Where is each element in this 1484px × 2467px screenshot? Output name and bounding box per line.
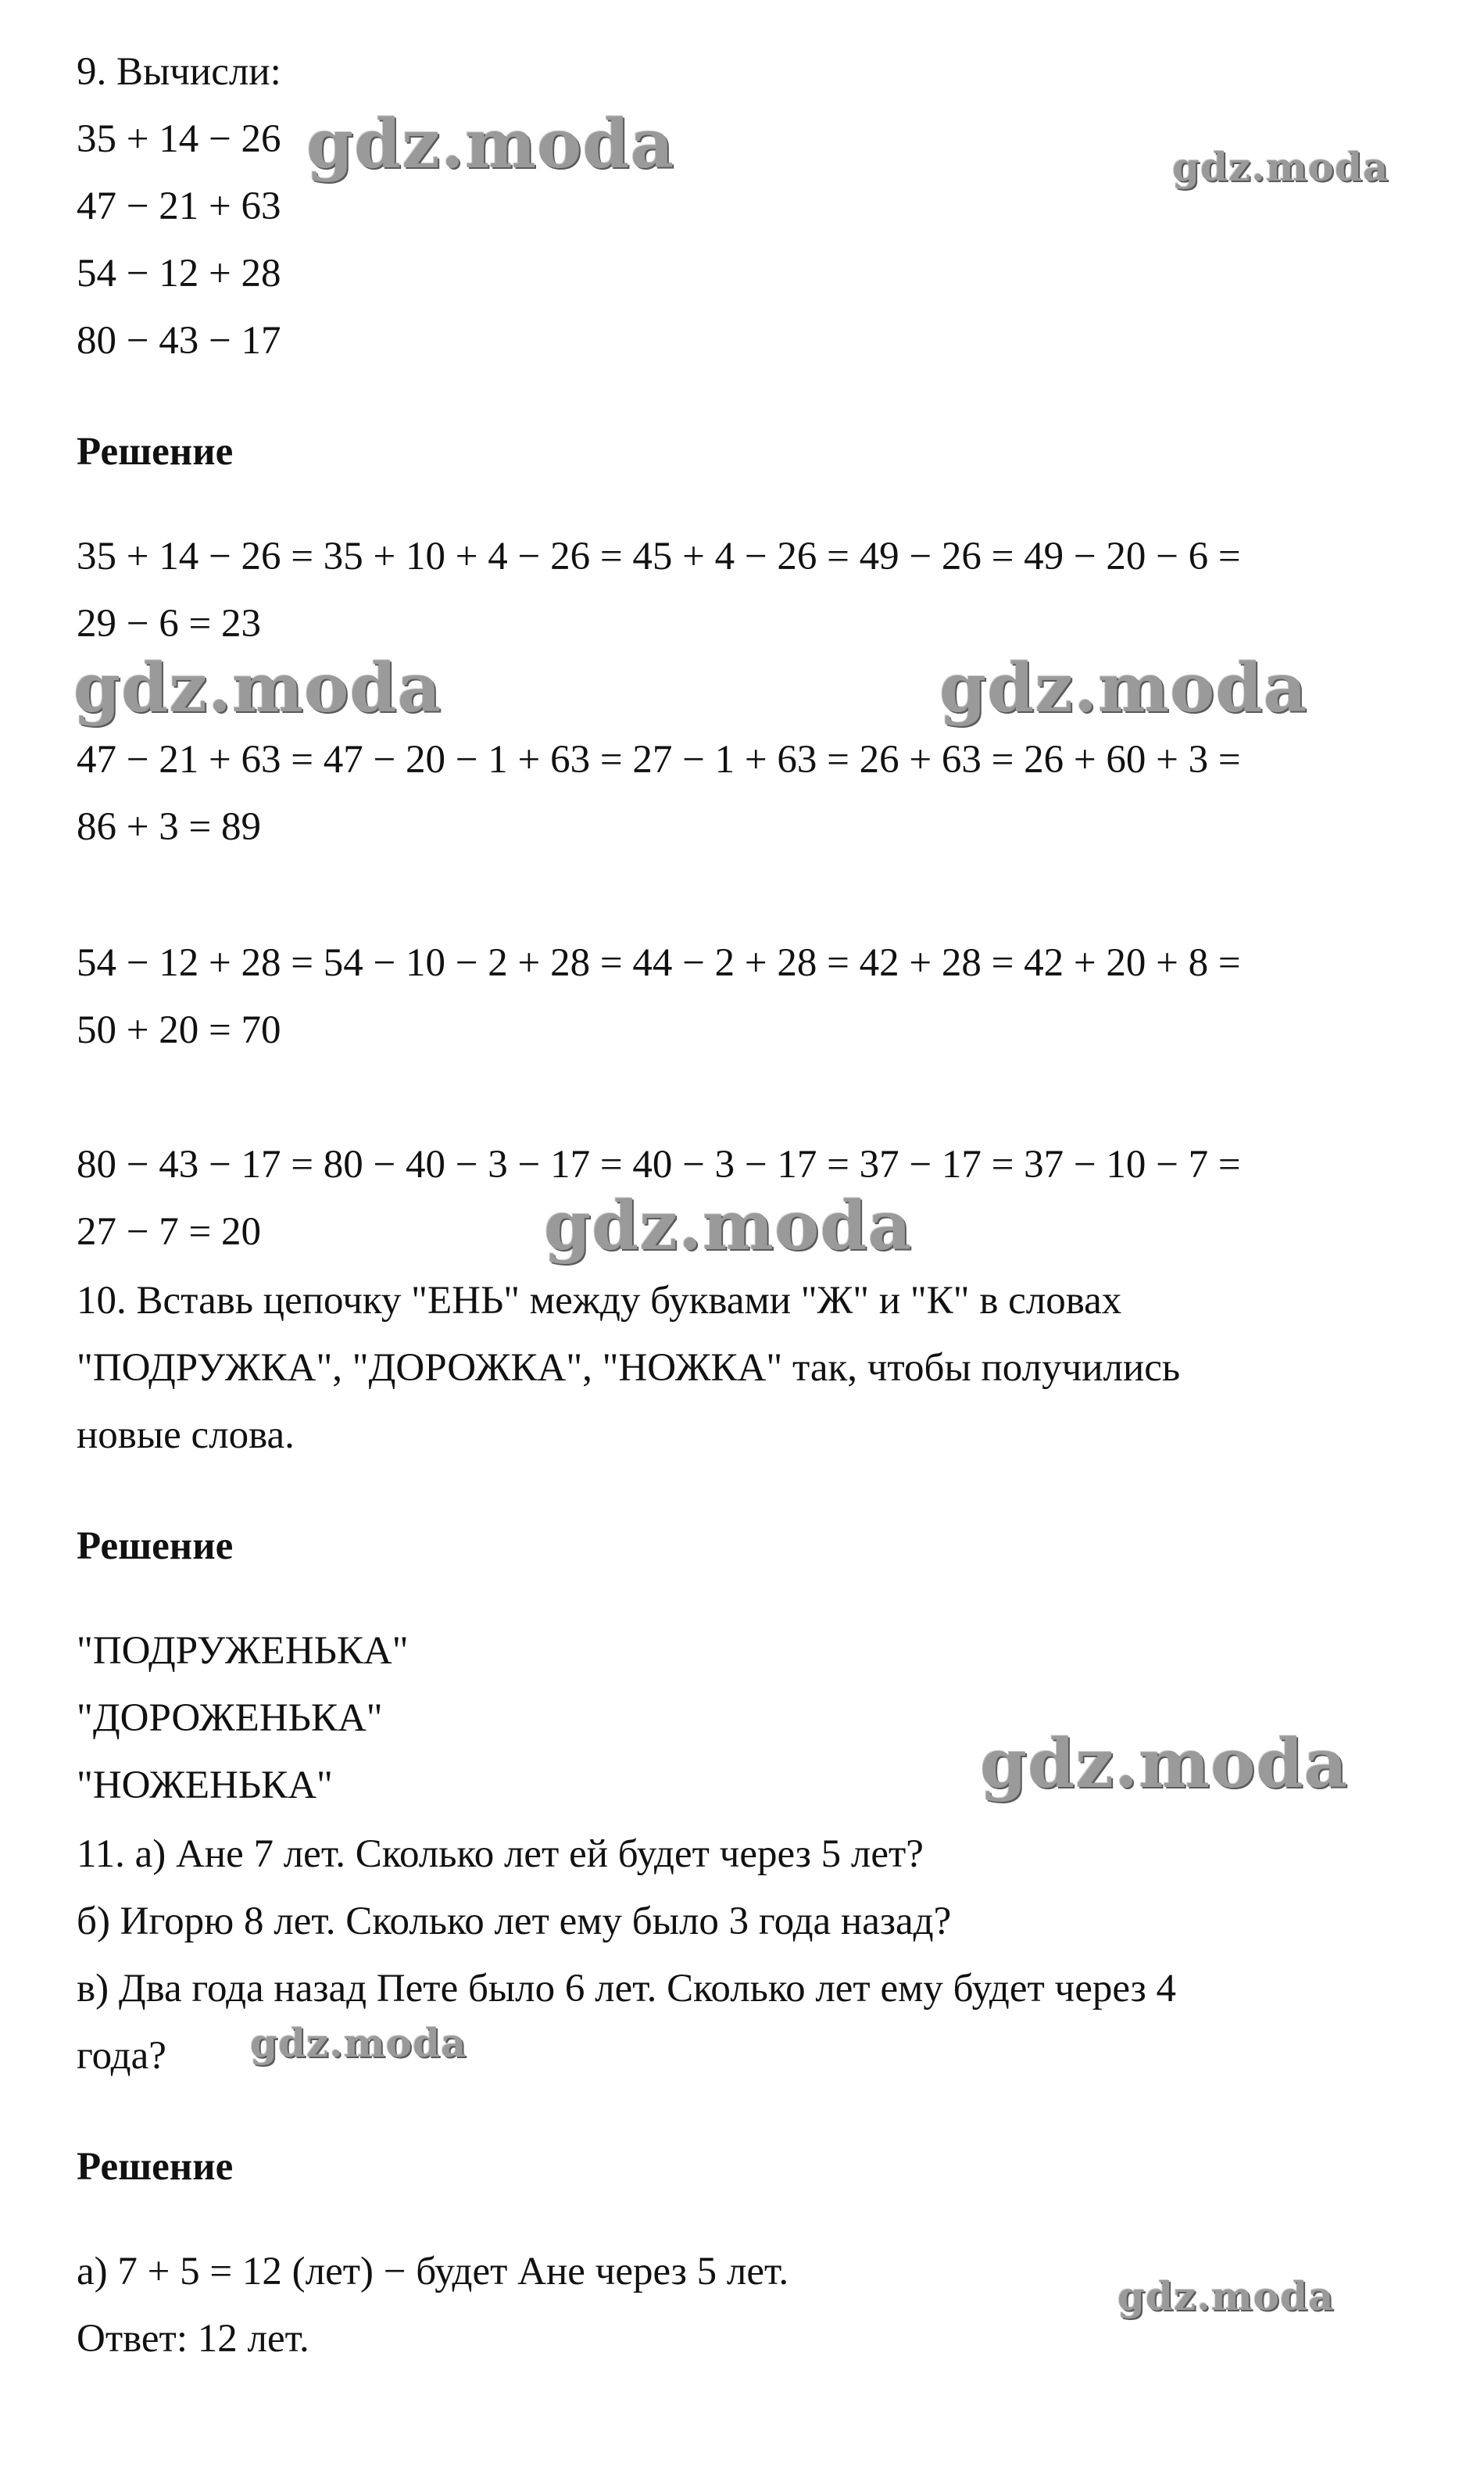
task9-solution-4-line-2: 27 − 7 = 20 <box>77 1210 262 1254</box>
task10-text-line-3: новые слова. <box>77 1413 295 1457</box>
task9-solution-1-line-2: 29 − 6 = 23 <box>77 602 262 646</box>
task11-solution-heading: Решение <box>77 2145 234 2189</box>
task10-answer-2: "ДОРОЖЕНЬКА" <box>77 1696 383 1740</box>
task10-text-line-1: 10. Вставь цепочку "ЕНЬ" между буквами "Ж" и "К" в словах <box>77 1279 1122 1323</box>
task11-text-line-4: года? <box>77 2034 166 2078</box>
task9-solution-heading: Решение <box>77 430 234 474</box>
watermark-logo: gdz.moda <box>250 2020 467 2066</box>
task10-solution-heading: Решение <box>77 1524 234 1568</box>
watermark-logo: gdz.moda <box>306 105 675 184</box>
watermark-logo: gdz.moda <box>73 649 442 728</box>
task9-solution-3-line-2: 50 + 20 = 70 <box>77 1008 281 1052</box>
watermark-logo: gdz.moda <box>544 1187 913 1266</box>
task9-title: 9. Вычисли: <box>77 50 281 94</box>
task11-solution-line-1: а) 7 + 5 = 12 (лет) − будет Ане через 5 лет. <box>77 2250 789 2293</box>
task9-solution-2-line-2: 86 + 3 = 89 <box>77 805 262 849</box>
task9-solution-3-line-1: 54 − 12 + 28 = 54 − 10 − 2 + 28 = 44 − 2 + 28 = 42 + 28 = 42 + 20 + 8 = <box>77 941 1241 985</box>
task9-exercise-2: 47 − 21 + 63 <box>77 184 281 228</box>
task10-text-line-2: "ПОДРУЖКА", "ДОРОЖКА", "НОЖКА" так, чтобы получились <box>77 1346 1181 1390</box>
task11-solution-line-2: Ответ: 12 лет. <box>77 2317 309 2361</box>
task11-text-line-1: 11. а) Ане 7 лет. Сколько лет ей будет через 5 лет? <box>77 1832 924 1876</box>
watermark-logo: gdz.moda <box>980 1724 1349 1803</box>
task10-answer-1: "ПОДРУЖЕНЬКА" <box>77 1629 409 1673</box>
task9-exercise-1: 35 + 14 − 26 <box>77 117 281 161</box>
task9-exercise-3: 54 − 12 + 28 <box>77 252 281 295</box>
task9-solution-4-line-1: 80 − 43 − 17 = 80 − 40 − 3 − 17 = 40 − 3 − 17 = 37 − 17 = 37 − 10 − 7 = <box>77 1143 1241 1187</box>
watermark-logo: gdz.moda <box>1117 2273 1335 2319</box>
task9-solution-2-line-1: 47 − 21 + 63 = 47 − 20 − 1 + 63 = 27 − 1 + 63 = 26 + 63 = 26 + 60 + 3 = <box>77 738 1241 782</box>
task9-solution-1-line-1: 35 + 14 − 26 = 35 + 10 + 4 − 26 = 45 + 4 − 26 = 49 − 26 = 49 − 20 − 6 = <box>77 535 1241 578</box>
watermark-logo: gdz.moda <box>1172 144 1389 190</box>
task11-text-line-2: б) Игорю 8 лет. Сколько лет ему было 3 года назад? <box>77 1899 952 1943</box>
task9-exercise-4: 80 − 43 − 17 <box>77 319 281 363</box>
task11-text-line-3: в) Два года назад Пете было 6 лет. Сколько лет ему будет через 4 <box>77 1967 1176 2010</box>
watermark-logo: gdz.moda <box>939 649 1308 728</box>
task10-answer-3: "НОЖЕНЬКА" <box>77 1763 333 1807</box>
